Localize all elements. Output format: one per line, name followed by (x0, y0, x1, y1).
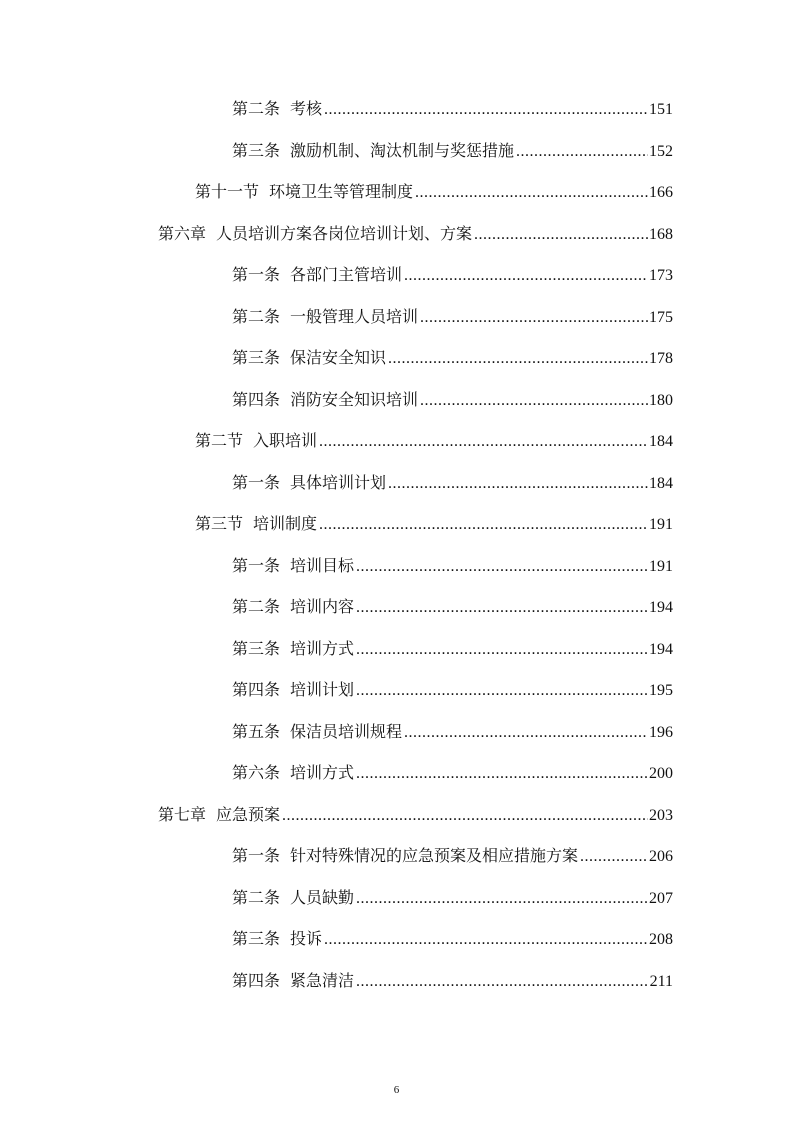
dot-leader (356, 887, 648, 911)
toc-entry-page: 206 (649, 848, 673, 865)
toc-entry-number: 第十一节 (195, 182, 260, 201)
toc-entry-number: 第二条 (232, 888, 281, 907)
toc-entry-page: 207 (649, 890, 673, 907)
toc-entry[interactable] (232, 305, 673, 329)
toc-entry-title: 培训方式 (290, 763, 355, 782)
toc-entry[interactable] (232, 886, 673, 910)
toc-entry-page: 175 (649, 309, 673, 326)
dot-leader (319, 430, 648, 454)
toc-entry-title: 各部门主管培训 (290, 265, 403, 284)
toc-entry-title: 培训方式 (290, 639, 355, 658)
toc-entry-number: 第六章 (158, 224, 207, 243)
toc-entry-page: 203 (649, 807, 673, 824)
toc-entry-page: 211 (649, 973, 673, 990)
toc-entry[interactable] (232, 554, 673, 578)
toc-entry-number: 第三条 (232, 348, 281, 367)
toc-entry[interactable] (195, 429, 673, 453)
dot-leader (356, 638, 648, 662)
toc-entry-number: 第三条 (232, 639, 281, 658)
toc-entry-number: 第七章 (158, 805, 207, 824)
toc-entry-number: 第五条 (232, 722, 281, 741)
toc-entry[interactable] (232, 388, 673, 412)
toc-entry[interactable] (232, 139, 673, 163)
toc-entry[interactable] (232, 346, 673, 370)
toc-entry-number: 第三条 (232, 929, 281, 948)
toc-entry-title: 紧急清洁 (290, 971, 355, 990)
toc-entry-title: 考核 (290, 99, 323, 118)
toc-entry-page: 196 (649, 724, 673, 741)
toc-entry[interactable] (232, 844, 673, 868)
dot-leader (324, 928, 648, 952)
toc-entry[interactable] (195, 512, 673, 536)
toc-entry-number: 第四条 (232, 390, 281, 409)
toc-entry[interactable] (232, 97, 673, 121)
toc-entry-page: 194 (649, 641, 673, 658)
dot-leader (319, 513, 648, 537)
toc-entry-number: 第一条 (232, 265, 281, 284)
toc-entry-title: 环境卫生等管理制度 (269, 182, 414, 201)
dot-leader (474, 223, 648, 247)
toc-entry-title: 激励机制、淘汰机制与奖惩措施 (290, 141, 515, 160)
toc-entry-title: 保洁安全知识 (290, 348, 387, 367)
toc-entry-number: 第一条 (232, 846, 281, 865)
toc-entry[interactable] (232, 471, 673, 495)
toc-entry[interactable] (232, 927, 673, 951)
dot-leader (282, 804, 648, 828)
toc-entry-page: 200 (649, 765, 673, 782)
toc-entry-number: 第一条 (232, 556, 281, 575)
toc-entry[interactable] (232, 263, 673, 287)
toc-entry-title: 消防安全知识培训 (290, 390, 419, 409)
dot-leader (356, 596, 648, 620)
toc-entry-title: 一般管理人员培训 (290, 307, 419, 326)
toc-entry[interactable] (195, 180, 673, 204)
toc-entry-number: 第二条 (232, 99, 281, 118)
dot-leader (356, 970, 649, 994)
toc-entry-page: 184 (649, 433, 673, 450)
toc-entry-page: 184 (649, 475, 673, 492)
toc-entry-title: 针对特殊情况的应急预案及相应措施方案 (290, 846, 579, 865)
toc-entry-title: 保洁员培训规程 (290, 722, 403, 741)
toc-entry-title: 入职培训 (253, 431, 318, 450)
toc-entry-page: 152 (649, 143, 673, 160)
dot-leader (415, 181, 648, 205)
toc-entry-number: 第四条 (232, 680, 281, 699)
page-number-footer: 6 (393, 1084, 400, 1096)
dot-leader (356, 762, 648, 786)
toc-entry-number: 第三条 (232, 141, 281, 160)
toc-entry-title: 具体培训计划 (290, 473, 387, 492)
dot-leader (404, 721, 648, 745)
toc-entry-page: 191 (649, 558, 673, 575)
toc-entry-title: 培训目标 (290, 556, 355, 575)
dot-leader (388, 472, 648, 496)
dot-leader (420, 306, 648, 330)
toc-entry[interactable] (232, 720, 673, 744)
toc-entry-number: 第二条 (232, 307, 281, 326)
dot-leader (356, 679, 648, 703)
toc-entry-page: 191 (649, 516, 673, 533)
toc-entry[interactable] (232, 678, 673, 702)
toc-entry-page: 180 (649, 392, 673, 409)
toc-entry-page: 166 (649, 184, 673, 201)
toc-entry-title: 应急预案 (216, 805, 281, 824)
toc-entry-page: 208 (649, 931, 673, 948)
toc-entry-number: 第四条 (232, 971, 281, 990)
toc-entry-title: 培训计划 (290, 680, 355, 699)
toc-entry-number: 第一条 (232, 473, 281, 492)
toc-entry[interactable] (232, 761, 673, 785)
toc-entry-title: 培训制度 (253, 514, 318, 533)
toc-entry-page: 151 (649, 101, 673, 118)
toc-entry-number: 第二节 (195, 431, 244, 450)
dot-leader (324, 98, 648, 122)
toc-entry-page: 195 (649, 682, 673, 699)
dot-leader (404, 264, 648, 288)
dot-leader (516, 140, 648, 164)
toc-entry-number: 第三节 (195, 514, 244, 533)
dot-leader (580, 845, 648, 869)
toc-entry[interactable] (232, 595, 673, 619)
toc-entry-page: 173 (649, 267, 673, 284)
toc-entry-title: 投诉 (290, 929, 323, 948)
dot-leader (420, 389, 648, 413)
toc-entry[interactable] (232, 637, 673, 661)
toc-entry-page: 194 (649, 599, 673, 616)
toc-entry[interactable] (232, 969, 673, 993)
toc-entry-title: 人员缺勤 (290, 888, 355, 907)
toc-entry-title: 培训内容 (290, 597, 355, 616)
toc-entry-page: 178 (649, 350, 673, 367)
toc-entry-page: 168 (649, 226, 673, 243)
dot-leader (356, 555, 648, 579)
toc-entry-number: 第六条 (232, 763, 281, 782)
toc-entry-number: 第二条 (232, 597, 281, 616)
dot-leader (388, 347, 648, 371)
toc-entry-title: 人员培训方案各岗位培训计划、方案 (216, 224, 473, 243)
toc-entry[interactable] (158, 222, 673, 246)
toc-entry[interactable] (158, 803, 673, 827)
